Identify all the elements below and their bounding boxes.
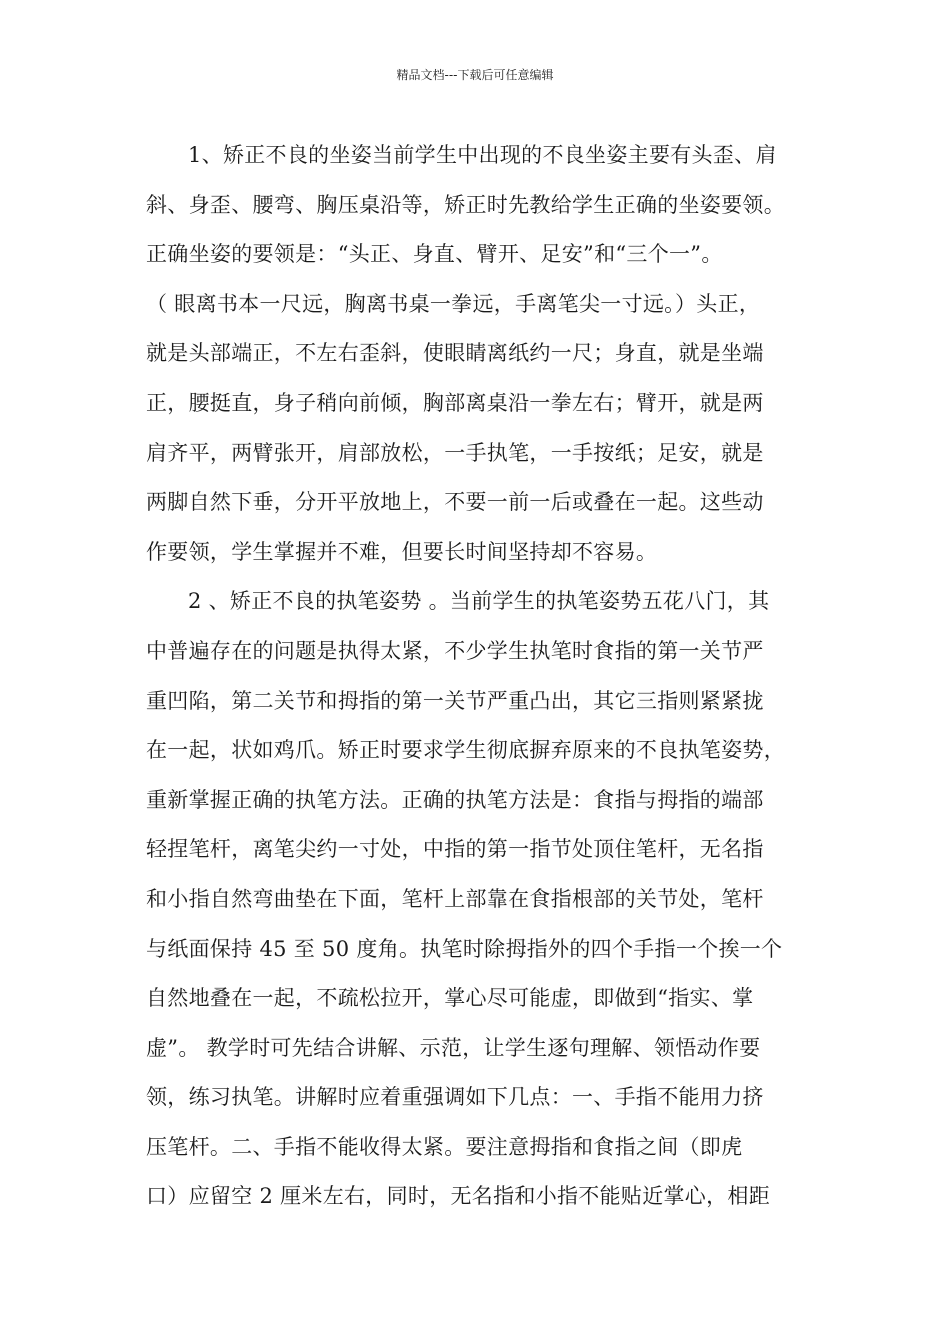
text-line: 虚”。 教学时可先结合讲解、示范，让学生逐句理解、领悟动作要 — [146, 1035, 761, 1060]
text-line: 在一起，状如鸡爪。矫正时要求学生彻底摒弃原来的不良执笔姿势， — [146, 738, 785, 763]
text-line: 重新掌握正确的执笔方法。正确的执笔方法是：食指与拇指的端部 — [146, 787, 764, 812]
text-line: 肩齐平，两臂张开，肩部放松，一手执笔，一手按纸；足安，就是 — [146, 440, 764, 465]
text-line: 压笔杆。二、手指不能收得太紧。要注意拇指和食指之间（即虎 — [146, 1134, 743, 1159]
page-header: 精品文档---下载后可任意编辑 — [396, 68, 554, 82]
text-line: 作要领，学生掌握并不难，但要长时间坚持却不容易。 — [146, 539, 658, 564]
text-line: （ 眼离书本一尺远，胸离书桌一拳远，手离笔尖一寸远。）头正， — [146, 291, 761, 316]
text-line: 和小指自然弯曲垫在下面，笔杆上部靠在食指根部的关节处，笔杆 — [146, 886, 764, 911]
text-line: 2 、矫正不良的执笔姿势 。当前学生的执笔姿势五花八门，其 — [188, 589, 770, 614]
text-line: 两脚自然下垂，分开平放地上，不要一前一后或叠在一起。这些动 — [146, 490, 764, 515]
text-line: 1、矫正不良的坐姿当前学生中出现的不良坐姿主要有头歪、肩 — [188, 143, 777, 167]
text-line: 就是头部端正，不左右歪斜，使眼睛离纸约一尺；身直，就是坐端 — [146, 341, 764, 366]
text-line: 中普遍存在的问题是执得太紧，不少学生执笔时食指的第一关节严 — [146, 638, 764, 663]
text-line: 斜、身歪、腰弯、胸压桌沿等，矫正时先教给学生正确的坐姿要领。 — [146, 192, 785, 217]
text-line: 重凹陷，第二关节和拇指的第一关节严重凸出，其它三指则紧紧拢 — [146, 688, 764, 713]
text-line: 口）应留空 2 厘米左右，同时，无名指和小指不能贴近掌心，相距 — [146, 1184, 771, 1209]
document-body — [146, 131, 810, 1222]
text-line: 正，腰挺直，身子稍向前倾，胸部离桌沿一拳左右；臂开，就是两 — [146, 390, 764, 415]
text-line: 正确坐姿的要领是：“头正、身直、臂开、足安”和“三个一”。 — [146, 242, 723, 267]
text-line: 自然地叠在一起，不疏松拉开，掌心尽可能虚，即做到“指实、掌 — [146, 986, 754, 1011]
text-line: 领，练习执笔。讲解时应着重强调如下几点：一、手指不能用力挤 — [146, 1085, 764, 1110]
text-line: 轻捏笔杆，离笔尖约一寸处，中指的第一指节处顶住笔杆，无名指 — [146, 837, 764, 862]
text-line: 与纸面保持 45 至 50 度角。执笔时除拇指外的四个手指一个挨一个 — [146, 936, 783, 961]
